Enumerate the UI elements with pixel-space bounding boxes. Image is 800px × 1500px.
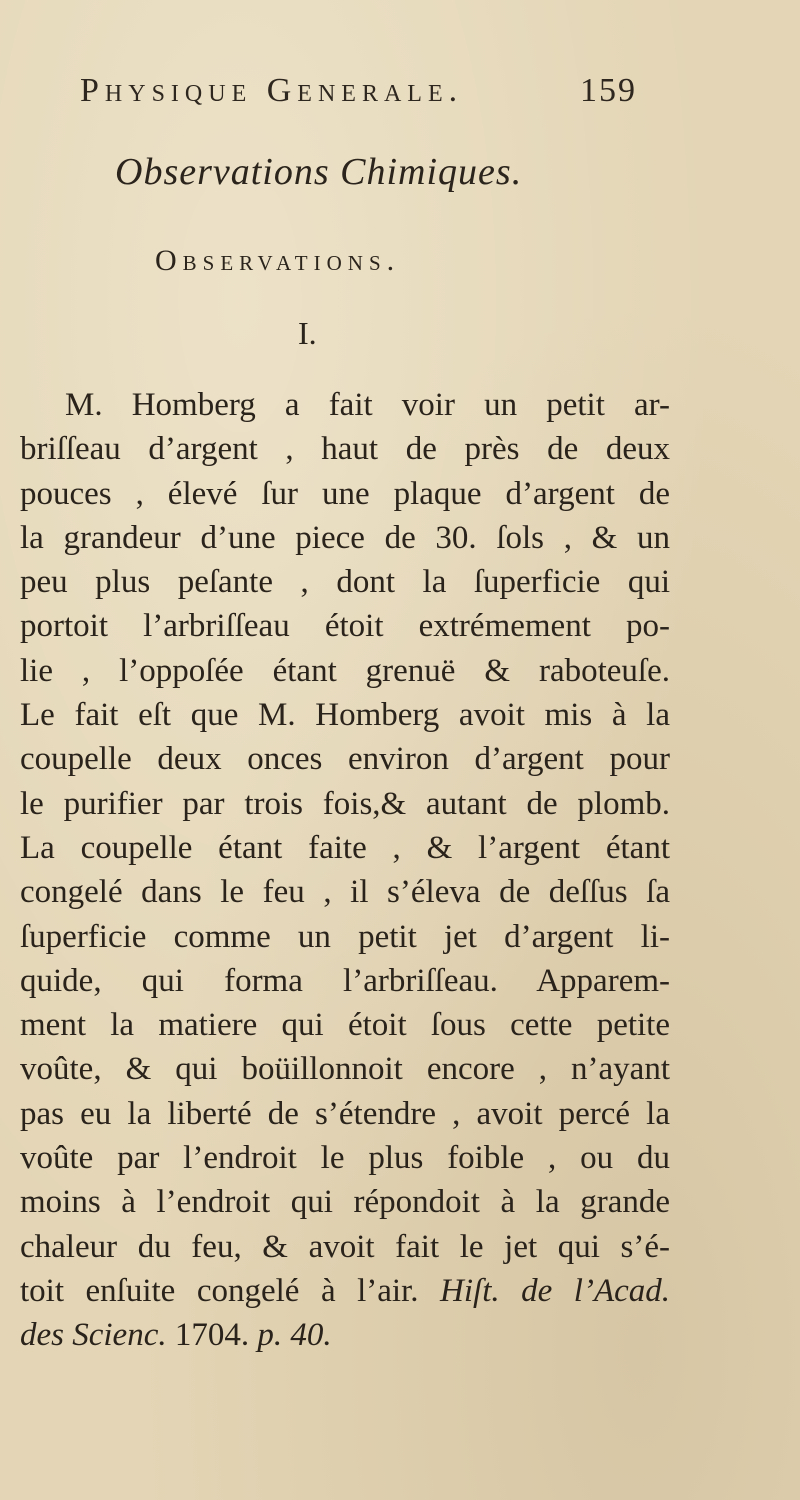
observation-paragraph [20, 383, 670, 1358]
paragraph-line: Le fait eſt que M. Homberg avoit mis à la [20, 697, 670, 734]
paragraph-line: peu plus peſante , dont la ſuperficie qui [20, 564, 670, 601]
paragraph-line: pas eu la liberté de s’étendre , avoit percé la [20, 1095, 670, 1132]
paragraph-line: M. Homberg a fait voir un petit ar- [65, 387, 670, 423]
paragraph-line: pouces , élevé ſur une plaque d’argent de [20, 475, 670, 512]
paragraph-text: toit enſuite congelé à l’air. [20, 1272, 441, 1309]
observation-number: I. [298, 315, 317, 351]
observations-heading: Observations. [155, 244, 401, 277]
paragraph-line: coupelle deux onces environ d’argent pour [20, 741, 670, 778]
paragraph-line: ment la matiere qui étoit ſous cette petite [20, 1007, 670, 1044]
source-citation: Hiſt. de l’Acad. [440, 1272, 671, 1309]
paragraph-line: quide, qui forma l’arbriſſeau. Apparem- [20, 962, 670, 999]
citation-year: 1704. [166, 1317, 258, 1354]
paragraph-line: la grandeur d’une piece de 30. ſols , & un [20, 519, 670, 556]
paragraph-line: moins à l’endroit qui répondoit à la grande [20, 1184, 670, 1221]
citation-page-ref: p. 40. [257, 1317, 332, 1354]
running-title: Physique Generale. [80, 72, 464, 109]
paragraph-line [20, 1313, 670, 1357]
running-head [60, 72, 660, 112]
paragraph-line: voûte par l’endroit le plus foible , ou du [20, 1140, 670, 1177]
paragraph-line: congelé dans le feu , il s’éleva de deſſus ſa [20, 874, 670, 911]
paragraph-line: le purifier par trois fois,& autant de plomb. [20, 785, 670, 822]
paragraph-line: briſſeau d’argent , haut de près de deux [20, 431, 670, 468]
paragraph-line: portoit l’arbriſſeau étoit extrémement po- [20, 608, 670, 645]
paragraph-line: La coupelle étant faite , & l’argent étant [20, 829, 670, 866]
paragraph-line [20, 1269, 670, 1313]
section-title: Observations Chimiques. [115, 151, 523, 193]
page-number: 159 [580, 72, 637, 109]
paragraph-line: voûte, & qui boüillonnoit encore , n’ayant [20, 1051, 670, 1088]
source-citation: des Scienc. [20, 1317, 167, 1354]
paragraph-line: ſuperficie comme un petit jet d’argent li- [20, 918, 670, 955]
paragraph-line: chaleur du feu, & avoit fait le jet qui s’é- [20, 1228, 670, 1265]
paragraph-line: lie , l’oppoſée étant grenuë & raboteuſe. [20, 652, 670, 689]
